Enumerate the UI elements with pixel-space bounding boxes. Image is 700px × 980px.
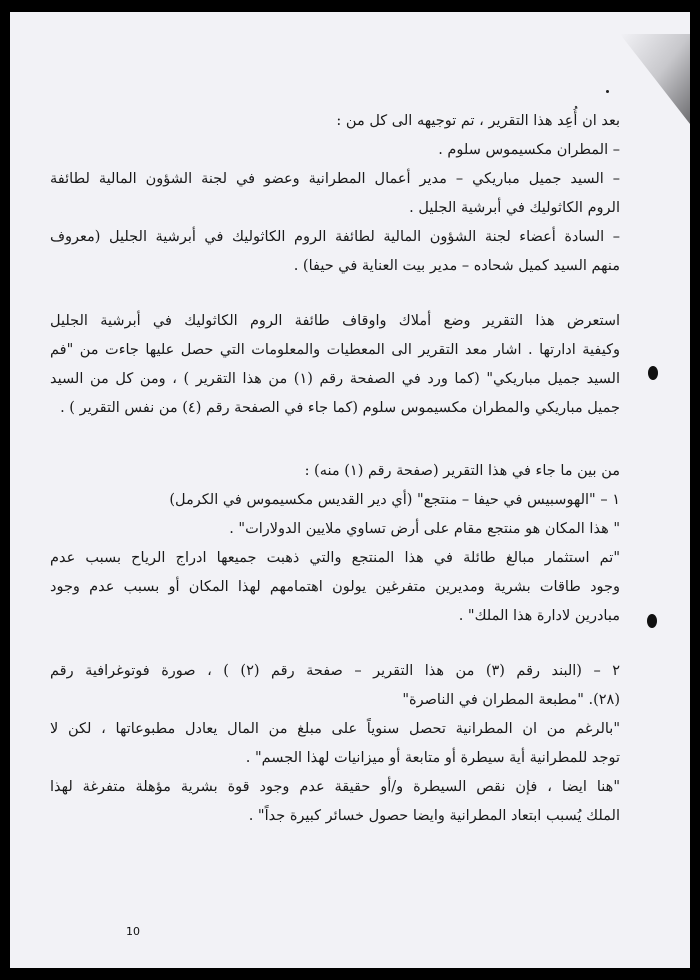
text-line: السيد جميل مباريكي" (كما ورد في الصفحة رقم (١) من هذا التقرير ) ، ومن كل من السيد bbox=[50, 371, 621, 387]
text-line: بعد ان أُعِد هذا التقرير ، تم توجيهه الى كل من : bbox=[336, 113, 620, 129]
text-line: استعرض هذا التقرير وضع أملاك واوقاف طائفة الروم الكاثوليك في أبرشية الجليل bbox=[50, 313, 620, 329]
text-line: "تم استثمار مبالغ طائلة في هذا المنتجع والتي ذهبت جميعها ادراج الرياح بسبب عدم bbox=[50, 550, 620, 566]
overview-paragraph bbox=[50, 307, 620, 423]
text-line: – المطران مكسيموس سلوم . bbox=[438, 142, 620, 158]
text-line: " هذا المكان هو منتجع مقام على أرض تساوي ملايين الدولارات" . bbox=[229, 521, 620, 537]
punch-hole bbox=[648, 366, 658, 380]
text-line: – السيد جميل مباريكي – مدير أعمال المطرانية وعضو في لجنة الشؤون المالية لطائفة bbox=[50, 171, 620, 187]
item-2-paragraph bbox=[50, 657, 620, 831]
text-line: الملك يُسبب ابتعاد المطرانية وايضا حصول خسائر كبيرة جداً" . bbox=[248, 808, 620, 824]
text-line: وكيفية ادارتها . اشار معد التقرير الى المعطيات والمعلومات التي حصل عليها جاءت من "فم bbox=[50, 342, 620, 358]
text-line: ١ – "الهوسبيس في حيفا – منتجع" (أي دير القديس مكسيموس في الكرمل) bbox=[169, 492, 620, 508]
page-number: 10 bbox=[126, 925, 140, 938]
text-line: توجد للمطرانية أية سيطرة أو متابعة أو ميزانيات لهذا الجسم" . bbox=[245, 750, 620, 766]
text-line: – السادة أعضاء لجنة الشؤون المالية لطائفة الروم الكاثوليك في أبرشية الجليل (معروف bbox=[50, 229, 620, 245]
text-line: ٢ – (البند رقم (٣) من هذا التقرير – صفحة رقم (٢) ) ، صورة فوتوغرافية رقم bbox=[50, 663, 620, 679]
document-page bbox=[10, 12, 690, 968]
text-line: جميل مباريكي والمطران مكسيموس سلوم (كما جاء في الصفحة رقم (٤) من نفس التقرير ) . bbox=[60, 400, 620, 416]
text-line: مبادرين لادارة هذا الملك" . bbox=[458, 608, 620, 624]
text-line: منهم السيد كميل شحاده – مدير بيت العناية في حيفا) . bbox=[293, 258, 620, 274]
folded-corner bbox=[620, 34, 690, 124]
text-line: (٢٨). "مطبعة المطران في الناصرة" bbox=[402, 692, 620, 708]
text-line: وجود طاقات بشرية ومديرين متفرغين يولون اهتمامهم لهذا المكان أو بسبب عدم وجود bbox=[50, 579, 620, 595]
text-line: الروم الكاثوليك في أبرشية الجليل . bbox=[409, 200, 620, 216]
punch-hole bbox=[647, 614, 657, 628]
recipients-paragraph bbox=[50, 107, 620, 281]
speck bbox=[606, 90, 609, 93]
text-line: من بين ما جاء في هذا التقرير (صفحة رقم (١) منه) : bbox=[304, 463, 620, 479]
item-1-paragraph bbox=[50, 457, 620, 631]
text-line: "هنا ايضا ، فإن نقص السيطرة و/أو حقيقة عدم وجود قوة بشرية مؤهلة متفرغة لهذا bbox=[50, 779, 620, 795]
text-line: "بالرغم من ان المطرانية تحصل سنوياً على مبلغ من المال يعادل مطبوعاتها ، لكن لا bbox=[50, 721, 620, 737]
